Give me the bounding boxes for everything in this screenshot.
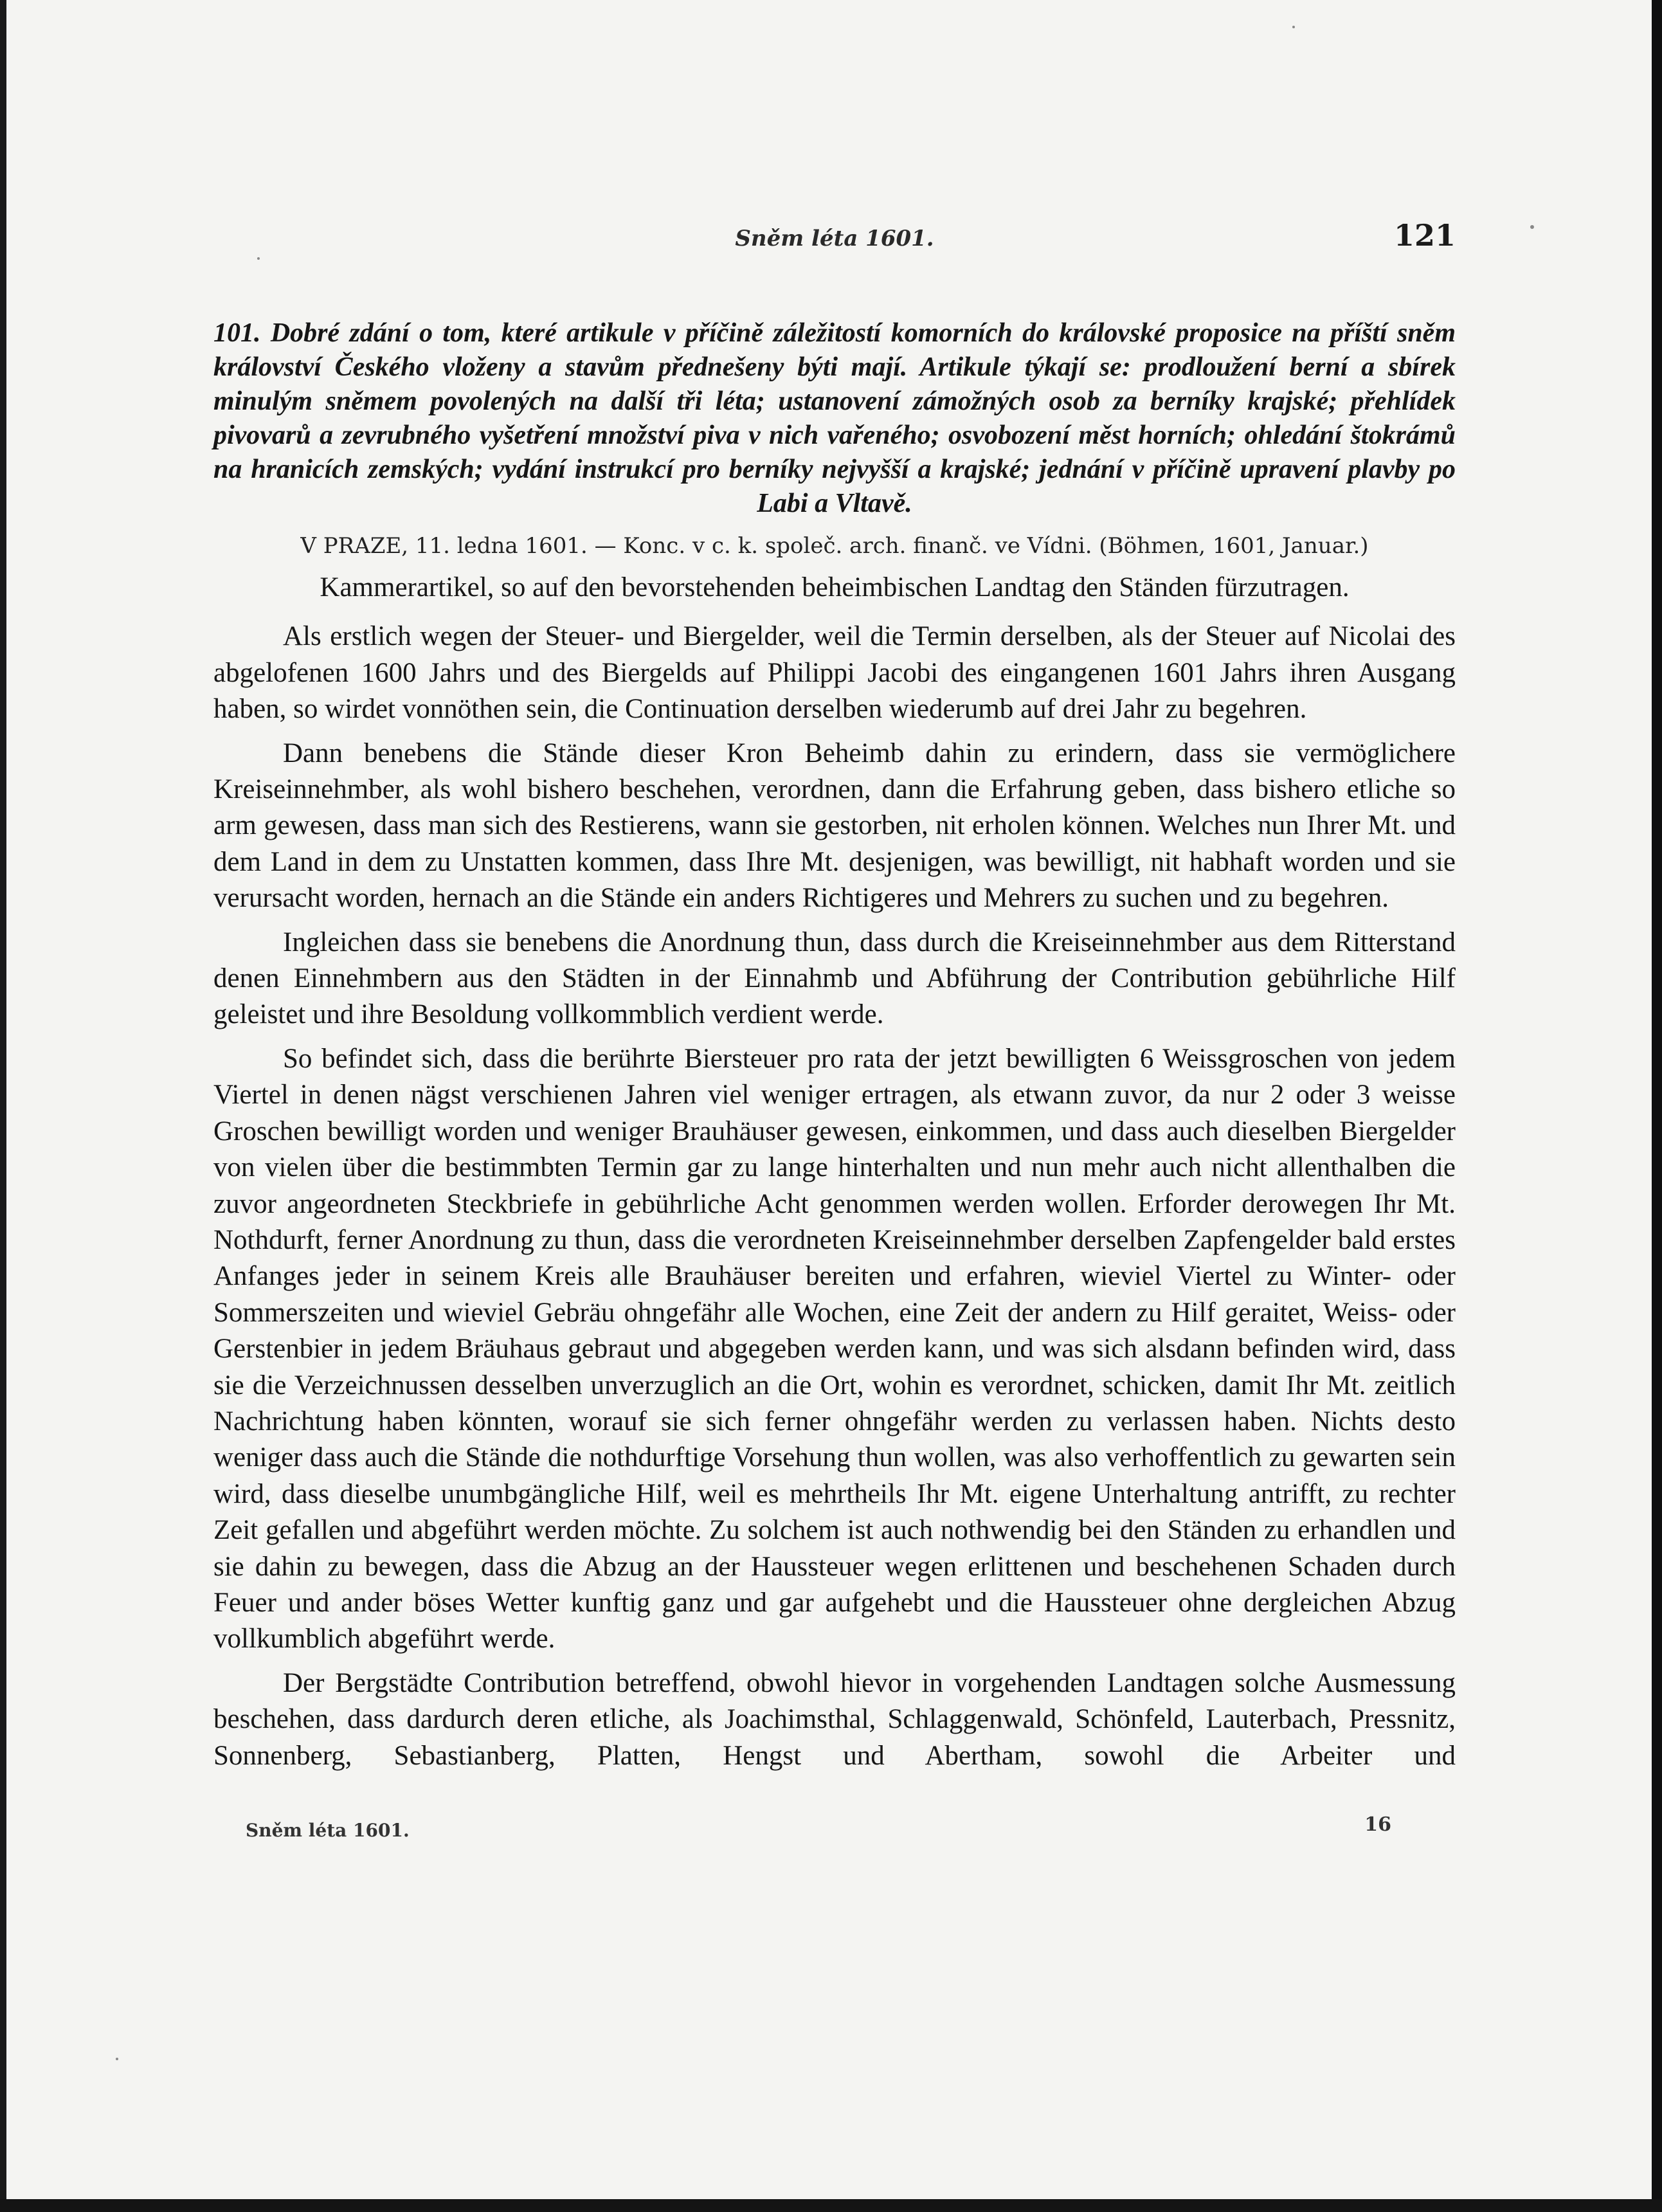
scan-speck	[1530, 225, 1534, 229]
sheet-number: 16	[1364, 1813, 1391, 1836]
footer-signature: Sněm léta 1601.	[246, 1820, 410, 1841]
running-title: Sněm léta 1601.	[735, 226, 934, 251]
page-header	[213, 214, 1456, 259]
regest-number: 101.	[213, 318, 261, 348]
paragraph: Ingleichen dass sie benebens die Anordnung thun, dass durch die Kreiseinnehmber aus dem Ritterstand denen Einnehmbern aus den Städten in der Einnahmb und Abführung der Contribution gebührliche Hilf geleistet und ihre Besoldung vollkommblich verdient werde.	[213, 927, 1456, 1030]
scanned-page	[6, 0, 1652, 2212]
scan-speck	[1292, 26, 1295, 28]
scan-speck	[116, 2058, 118, 2060]
page-footer	[213, 1813, 1456, 1845]
page-content	[213, 316, 1456, 1782]
paragraph: Als erstlich wegen der Steuer- und Biergelder, weil die Termin derselben, als der Steuer auf Nicolai des abgelofenen 1600 Jahrs und des Biergelds auf Philippi Jacobi des eingangenen 1601 Jahrs ihren Ausgang haben, so wirdet vonnöthen sein, die Continuation derselben wiederumb auf drei Jahr zu begehren.	[213, 621, 1456, 725]
scan-edge-bottom	[0, 2199, 1662, 2212]
regest	[213, 316, 1456, 521]
scan-speck	[257, 257, 260, 260]
source-line: V PRAZE, 11. ledna 1601. — Konc. v c. k. společ. arch. finanč. ve Vídni. (Böhmen, 1601, Januar.)	[300, 533, 1369, 559]
document-title: Kammerartikel, so auf den bevorstehenden beheimbischen Landtag den Ständen fürzutragen.	[320, 572, 1350, 603]
page-number: 121	[1393, 218, 1456, 253]
paragraph: So befindet sich, dass die berührte Biersteuer pro rata der jetzt bewilligten 6 Weissgroschen von jedem Viertel in denen nägst verschienen Jahren viel weniger ertragen, als etwann zuvor, da nur 2 oder 3 weisse Groschen bewilligt worden und weniger Brauhäuser gewesen, einkommen, und dass auch dieselben Biergelder von vielen über die bestimmbten Termin gar zu lange hinterhalten und nun mehr auch nicht allenthalben die zuvor angeordneten Steckbriefe in gebührliche Acht genommen werden wollen. Erforder derowegen Ihr Mt. Nothdurft, ferner Anordnung zu thun, dass die verordneten Kreiseinnehmber derselben Zapfengelder bald erstes Anfanges jeder in seinem Kreis alle Brauhäuser bereiten und erfahren, wieviel Viertel zu Winter- oder Sommerszeiten und wieviel Gebräu ohngefähr alle Wochen, eine Zeit der andern zu Hilf geraitet, Weiss- oder Gerstenbier in jedem Bräuhaus gebraut und abgegeben werden kann, und was sich alsdann befinden wird, dass sie die Verzeichnussen desselben unverzuglich an die Ort, wohin es verordnet, schicken, damit Ihr Mt. zeitlich Nachrichtung haben könnten, worauf sie sich ferner ohngefähr werden zu verlassen haben. Nichts desto weniger dass auch die Stände die nothdurftige Vorsehung thun wollen, was also verhoffentlich zu gewarten sein wird, dass dieselbe unumbgängliche Hilf, weil es mehrtheils Ihr Mt. eigene Unterhaltung antrifft, zu rechter Zeit gefallen und abgeführt werden möchte. Zu solchem ist auch nothwendig bei den Ständen zu erhandlen und sie dahin zu bewegen, dass die Abzug an der Haussteuer wegen erlittenen und beschehenen Schaden durch Feuer und ander böses Wetter kunftig ganz und gar aufgehebt und die Haussteuer ohne dergleichen Abzug vollkumblich abgeführt werde.	[213, 1043, 1456, 1654]
regest-text: Dobré zdání o tom, které artikule v příčině záležitostí komorních do královské proposice na příští sněm království Českého vloženy a stavům přednešeny býti mají. Artikule týkají se: prodloužení berní a sbírek minulým sněmem povolených na další tři léta; ustanovení zámožných osob za berníky krajské; přehlídek pivovarů a zevrubného vyšetření množství piva v nich vařeného; osvobození měst horních; ohledání štokrámů na hranicích zemských; vydání instrukcí pro berníky nejvyšší a krajské; jednání v příčině upravení plavby po Labi a Vltavě.	[213, 318, 1456, 518]
scan-edge-right	[1652, 0, 1662, 2212]
paragraph: Dann benebens die Stände dieser Kron Beheimb dahin zu erindern, dass sie vermöglichere Kreiseinnehmber, als wohl bishero beschehen, verordnen, dann die Erfahrung geben, dass bishero etliche so arm gewesen, dass man sich des Restierens, wann sie gestorben, nit erholen können. Welches nun Ihrer Mt. und dem Land in dem zu Unstatten kommen, dass Ihre Mt. desjenigen, was bewilligt, nit habhaft worden und sie verursacht worden, hernach an die Stände ein anders Richtigeres und Mehrers zu suchen und zu begehren.	[213, 738, 1456, 914]
paragraph: Der Bergstädte Contribution betreffend, obwohl hievor in vorgehenden Landtagen solche Ausmessung beschehen, dass dardurch deren etliche, als Joachimsthal, Schlaggenwald, Schönfeld, Lauterbach, Pressnitz, Sonnenberg, Sebastianberg, Platten, Hengst und Abertham, sowohl die Arbeiter und	[213, 1667, 1456, 1771]
